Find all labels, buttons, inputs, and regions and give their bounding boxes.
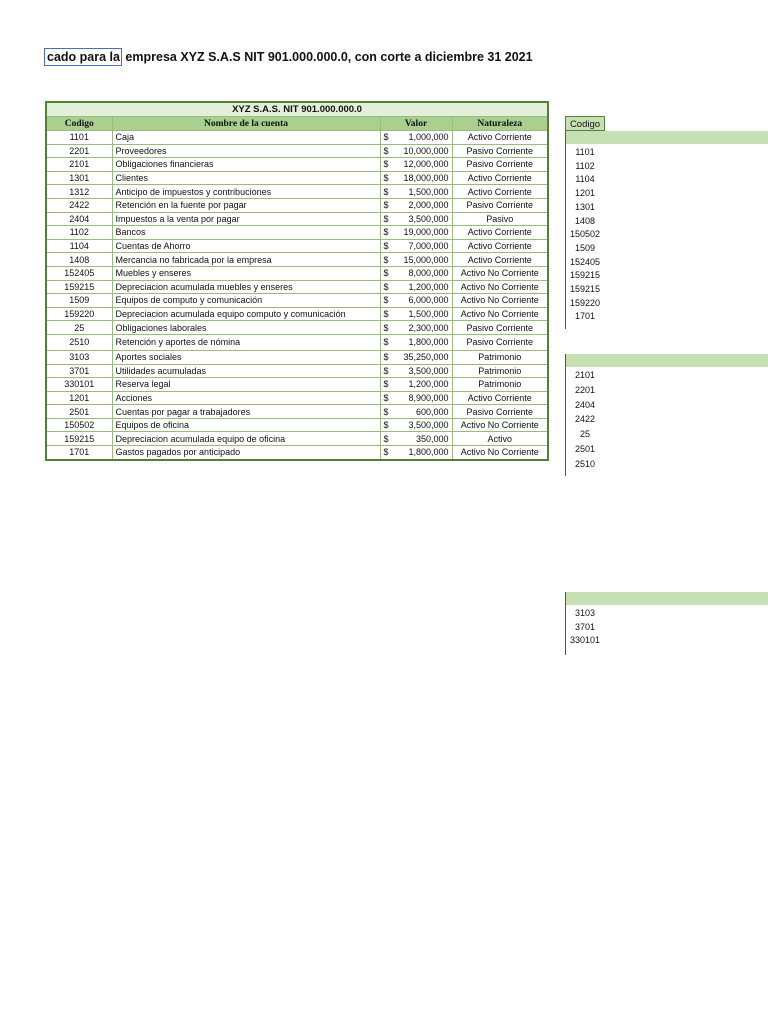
currency-symbol: $ bbox=[383, 281, 389, 292]
table-row bbox=[46, 158, 548, 172]
side-code[interactable]: 1201 bbox=[574, 188, 596, 199]
value-amount: 600,000 bbox=[415, 406, 449, 417]
cell-value[interactable] bbox=[380, 378, 452, 392]
cell-name[interactable]: Depreciacion acumulada equipo computo y comunicación bbox=[112, 307, 380, 321]
value-amount: 12,000,000 bbox=[403, 159, 449, 170]
value-amount: 8,900,000 bbox=[408, 392, 449, 403]
value-amount: 2,000,000 bbox=[408, 200, 449, 211]
side-code[interactable]: 1101 bbox=[575, 147, 595, 157]
cell-code[interactable]: 2101 bbox=[46, 158, 112, 172]
currency-symbol: $ bbox=[383, 392, 389, 403]
side-code[interactable]: 159215 bbox=[569, 270, 601, 281]
cell-name[interactable]: Obligaciones financieras bbox=[112, 158, 380, 172]
cell-code[interactable]: 2510 bbox=[46, 334, 112, 350]
value-amount: 18,000,000 bbox=[403, 173, 449, 184]
cell-value[interactable] bbox=[380, 405, 452, 419]
cell-nature[interactable]: Pasivo bbox=[452, 212, 548, 226]
table-row bbox=[46, 378, 548, 392]
cell-value[interactable] bbox=[380, 253, 452, 267]
cell-code[interactable]: 25 bbox=[46, 321, 112, 335]
cell-nature[interactable]: Patrimonio bbox=[452, 364, 548, 378]
side-code[interactable]: 25 bbox=[579, 429, 590, 440]
table-row bbox=[46, 131, 548, 145]
value-amount: 10,000,000 bbox=[403, 145, 449, 156]
cell-nature[interactable]: Pasivo Corriente bbox=[452, 321, 548, 335]
cell-value[interactable] bbox=[380, 364, 452, 378]
currency-symbol: $ bbox=[383, 145, 389, 156]
table-header-row bbox=[46, 117, 548, 131]
table-row bbox=[46, 350, 548, 364]
cell-nature[interactable]: Activo No Corriente bbox=[452, 307, 548, 321]
cell-value[interactable] bbox=[380, 418, 452, 432]
cell-name[interactable]: Caja bbox=[112, 131, 380, 145]
cell-code[interactable]: 159215 bbox=[46, 432, 112, 446]
table-row bbox=[46, 171, 548, 185]
table-row bbox=[46, 418, 548, 432]
cell-name[interactable]: Depreciacion acumulada equipo de oficina bbox=[112, 432, 380, 446]
table-caption[interactable]: XYZ S.A.S. NIT 901.000.000.0 bbox=[46, 102, 548, 117]
cell-value[interactable] bbox=[380, 226, 452, 240]
table-row bbox=[46, 280, 548, 294]
cell-value[interactable] bbox=[380, 280, 452, 294]
cell-code[interactable]: 150502 bbox=[46, 418, 112, 432]
cell-nature[interactable]: Activo No Corriente bbox=[452, 266, 548, 280]
value-amount: 2,300,000 bbox=[408, 322, 449, 333]
side-code[interactable]: 2510 bbox=[574, 458, 596, 469]
cell-value[interactable] bbox=[380, 158, 452, 172]
cell-nature[interactable]: Activo Corriente bbox=[452, 239, 548, 253]
table-row bbox=[46, 144, 548, 158]
cell-code[interactable]: 1408 bbox=[46, 253, 112, 267]
title-rest: empresa XYZ S.A.S NIT 901.000.000.0, con corte a diciembre 31 2021 bbox=[121, 50, 533, 64]
page-title bbox=[44, 50, 533, 64]
value-amount: 7,000,000 bbox=[408, 241, 449, 252]
side-code[interactable]: 1301 bbox=[574, 201, 596, 212]
cell-nature[interactable]: Pasivo Corriente bbox=[452, 334, 548, 350]
side-code[interactable]: 159220 bbox=[569, 297, 601, 308]
cell-code[interactable]: 3103 bbox=[46, 350, 112, 364]
header-valor[interactable]: Valor bbox=[380, 117, 452, 131]
cell-value[interactable] bbox=[380, 334, 452, 350]
table-row bbox=[46, 405, 548, 419]
cell-code[interactable]: 1509 bbox=[46, 294, 112, 308]
cell-code[interactable]: 159220 bbox=[46, 307, 112, 321]
cell-value[interactable] bbox=[380, 391, 452, 405]
cell-nature[interactable]: Activo No Corriente bbox=[452, 418, 548, 432]
currency-symbol: $ bbox=[383, 227, 389, 238]
side-code[interactable]: 152405 bbox=[569, 256, 601, 267]
table-caption-row bbox=[46, 102, 548, 117]
side-code[interactable]: 2101 bbox=[574, 370, 596, 380]
currency-symbol: $ bbox=[383, 352, 389, 363]
currency-symbol: $ bbox=[383, 365, 389, 376]
table-row bbox=[46, 198, 548, 212]
currency-symbol: $ bbox=[383, 173, 389, 184]
cell-code[interactable]: 1201 bbox=[46, 391, 112, 405]
table-row bbox=[46, 321, 548, 335]
cell-code[interactable]: 159215 bbox=[46, 280, 112, 294]
side-code[interactable]: 330101 bbox=[569, 635, 601, 646]
cell-name[interactable]: Utilidades acumuladas bbox=[112, 364, 380, 378]
side-code[interactable]: 2201 bbox=[574, 384, 596, 395]
side-code[interactable]: 2501 bbox=[574, 444, 596, 454]
cell-value[interactable] bbox=[380, 446, 452, 460]
cell-nature[interactable]: Patrimonio bbox=[452, 378, 548, 392]
cell-value[interactable] bbox=[380, 171, 452, 185]
currency-symbol: $ bbox=[383, 433, 389, 444]
side-code[interactable]: 1509 bbox=[574, 242, 596, 253]
side-header-codigo[interactable]: Codigo bbox=[565, 116, 605, 131]
currency-symbol: $ bbox=[383, 200, 389, 211]
cell-code[interactable]: 2201 bbox=[46, 144, 112, 158]
table-row bbox=[46, 266, 548, 280]
value-amount: 19,000,000 bbox=[403, 227, 449, 238]
cell-code[interactable]: 1312 bbox=[46, 185, 112, 199]
cell-value[interactable] bbox=[380, 266, 452, 280]
cell-nature[interactable]: Activo Corriente bbox=[452, 391, 548, 405]
cell-nature[interactable]: Activo Corriente bbox=[452, 253, 548, 267]
cell-nature[interactable]: Activo bbox=[452, 432, 548, 446]
cell-code[interactable]: 3701 bbox=[46, 364, 112, 378]
value-amount: 350,000 bbox=[415, 433, 449, 444]
cell-value[interactable] bbox=[380, 350, 452, 364]
side-code[interactable]: 1701 bbox=[574, 311, 596, 322]
cell-name[interactable]: Retención y aportes de nómina bbox=[112, 334, 380, 350]
cell-code[interactable]: 2422 bbox=[46, 198, 112, 212]
cell-nature[interactable]: Activo No Corriente bbox=[452, 280, 548, 294]
value-amount: 1,800,000 bbox=[408, 447, 449, 458]
currency-symbol: $ bbox=[383, 159, 389, 170]
currency-symbol: $ bbox=[383, 254, 389, 265]
cell-code[interactable]: 1301 bbox=[46, 171, 112, 185]
cell-name[interactable]: Anticipo de impuestos y contribuciones bbox=[112, 185, 380, 199]
currency-symbol: $ bbox=[383, 447, 389, 458]
cell-value[interactable] bbox=[380, 212, 452, 226]
table-row bbox=[46, 253, 548, 267]
cell-nature[interactable]: Activo Corriente bbox=[452, 171, 548, 185]
value-amount: 1,200,000 bbox=[408, 379, 449, 390]
cell-value[interactable] bbox=[380, 198, 452, 212]
currency-symbol: $ bbox=[383, 309, 389, 320]
currency-symbol: $ bbox=[383, 379, 389, 390]
cell-name[interactable]: Acciones bbox=[112, 391, 380, 405]
table-row bbox=[46, 212, 548, 226]
table-row bbox=[46, 446, 548, 460]
cell-nature[interactable]: Activo No Corriente bbox=[452, 446, 548, 460]
value-amount: 1,500,000 bbox=[408, 309, 449, 320]
value-amount: 35,250,000 bbox=[403, 352, 449, 363]
value-amount: 1,500,000 bbox=[408, 186, 449, 197]
side-code[interactable]: 2404 bbox=[574, 399, 596, 410]
value-amount: 3,500,000 bbox=[408, 365, 449, 376]
value-amount: 8,000,000 bbox=[408, 268, 449, 279]
cell-nature[interactable]: Activo Corriente bbox=[452, 131, 548, 145]
cell-code[interactable]: 1101 bbox=[46, 131, 112, 145]
cell-code[interactable]: 1701 bbox=[46, 446, 112, 460]
side-code[interactable]: 150502 bbox=[569, 229, 601, 240]
cell-code[interactable]: 2404 bbox=[46, 212, 112, 226]
cell-code[interactable]: 152405 bbox=[46, 266, 112, 280]
cell-nature[interactable]: Activo Corriente bbox=[452, 226, 548, 240]
table-row bbox=[46, 294, 548, 308]
side-code[interactable]: 1408 bbox=[574, 215, 596, 226]
cell-value[interactable] bbox=[380, 131, 452, 145]
side-code[interactable]: 2422 bbox=[574, 414, 596, 425]
value-amount: 1,800,000 bbox=[408, 337, 449, 348]
cell-value[interactable] bbox=[380, 321, 452, 335]
cell-name[interactable]: Gastos pagados por anticipado bbox=[112, 446, 380, 460]
side-code[interactable]: 159215 bbox=[569, 284, 601, 294]
cell-code[interactable]: 2501 bbox=[46, 405, 112, 419]
table-row bbox=[46, 432, 548, 446]
selected-cell-text[interactable]: cado para la bbox=[44, 48, 122, 66]
side-code[interactable]: 1104 bbox=[575, 174, 595, 185]
currency-symbol: $ bbox=[383, 337, 389, 348]
table-row bbox=[46, 364, 548, 378]
cell-name[interactable]: Aportes sociales bbox=[112, 350, 380, 364]
cell-value[interactable] bbox=[380, 307, 452, 321]
value-amount: 1,200,000 bbox=[408, 281, 449, 292]
cell-name[interactable]: Cuentas de Ahorro bbox=[112, 239, 380, 253]
cell-nature[interactable]: Patrimonio bbox=[452, 350, 548, 364]
cell-nature[interactable]: Pasivo Corriente bbox=[452, 198, 548, 212]
table-row bbox=[46, 226, 548, 240]
cell-name[interactable]: Retención en la fuente por pagar bbox=[112, 198, 380, 212]
table-row bbox=[46, 391, 548, 405]
table-row bbox=[46, 334, 548, 350]
value-amount: 6,000,000 bbox=[408, 295, 449, 306]
currency-symbol: $ bbox=[383, 241, 389, 252]
value-amount: 3,500,000 bbox=[408, 420, 449, 431]
currency-symbol: $ bbox=[383, 295, 389, 306]
accounts-table bbox=[45, 101, 549, 461]
currency-symbol: $ bbox=[383, 406, 389, 417]
side-code[interactable]: 3701 bbox=[574, 621, 596, 632]
table-row bbox=[46, 185, 548, 199]
cell-name[interactable]: Obligaciones laborales bbox=[112, 321, 380, 335]
cell-value[interactable] bbox=[380, 239, 452, 253]
cell-nature[interactable]: Pasivo Corriente bbox=[452, 144, 548, 158]
cell-nature[interactable]: Pasivo Corriente bbox=[452, 158, 548, 172]
cell-name[interactable]: Mercancia no fabricada por la empresa bbox=[112, 253, 380, 267]
cell-name[interactable]: Equipos de oficina bbox=[112, 418, 380, 432]
cell-code[interactable]: 330101 bbox=[46, 378, 112, 392]
header-codigo[interactable]: Codigo bbox=[46, 117, 112, 131]
cell-name[interactable]: Reserva legal bbox=[112, 378, 380, 392]
side-code[interactable]: 1102 bbox=[575, 160, 595, 171]
cell-code[interactable]: 1104 bbox=[46, 239, 112, 253]
currency-symbol: $ bbox=[383, 420, 389, 431]
cell-value[interactable] bbox=[380, 144, 452, 158]
table-row bbox=[46, 307, 548, 321]
cell-name[interactable]: Cuentas por pagar a trabajadores bbox=[112, 405, 380, 419]
header-nombre[interactable]: Nombre de la cuenta bbox=[112, 117, 380, 131]
currency-symbol: $ bbox=[383, 186, 389, 197]
cell-name[interactable]: Clientes bbox=[112, 171, 380, 185]
cell-value[interactable] bbox=[380, 294, 452, 308]
side-code[interactable]: 3103 bbox=[574, 608, 596, 618]
table-row bbox=[46, 239, 548, 253]
value-amount: 1,000,000 bbox=[408, 132, 449, 143]
currency-symbol: $ bbox=[383, 132, 389, 143]
cell-code[interactable]: 1102 bbox=[46, 226, 112, 240]
header-naturaleza[interactable]: Naturaleza bbox=[452, 117, 548, 131]
cell-nature[interactable]: Pasivo Corriente bbox=[452, 405, 548, 419]
cell-name[interactable]: Depreciacion acumulada muebles y enseres bbox=[112, 280, 380, 294]
cell-nature[interactable]: Activo No Corriente bbox=[452, 294, 548, 308]
value-amount: 15,000,000 bbox=[403, 254, 449, 265]
currency-symbol: $ bbox=[383, 268, 389, 279]
cell-value[interactable] bbox=[380, 185, 452, 199]
value-amount: 3,500,000 bbox=[408, 213, 449, 224]
cell-nature[interactable]: Activo Corriente bbox=[452, 185, 548, 199]
cell-name[interactable]: Impuestos a la venta por pagar bbox=[112, 212, 380, 226]
cell-name[interactable]: Proveedores bbox=[112, 144, 380, 158]
cell-name[interactable]: Muebles y enseres bbox=[112, 266, 380, 280]
cell-value[interactable] bbox=[380, 432, 452, 446]
currency-symbol: $ bbox=[383, 322, 389, 333]
cell-name[interactable]: Bancos bbox=[112, 226, 380, 240]
cell-name[interactable]: Equipos de computo y comunicación bbox=[112, 294, 380, 308]
currency-symbol: $ bbox=[383, 213, 389, 224]
